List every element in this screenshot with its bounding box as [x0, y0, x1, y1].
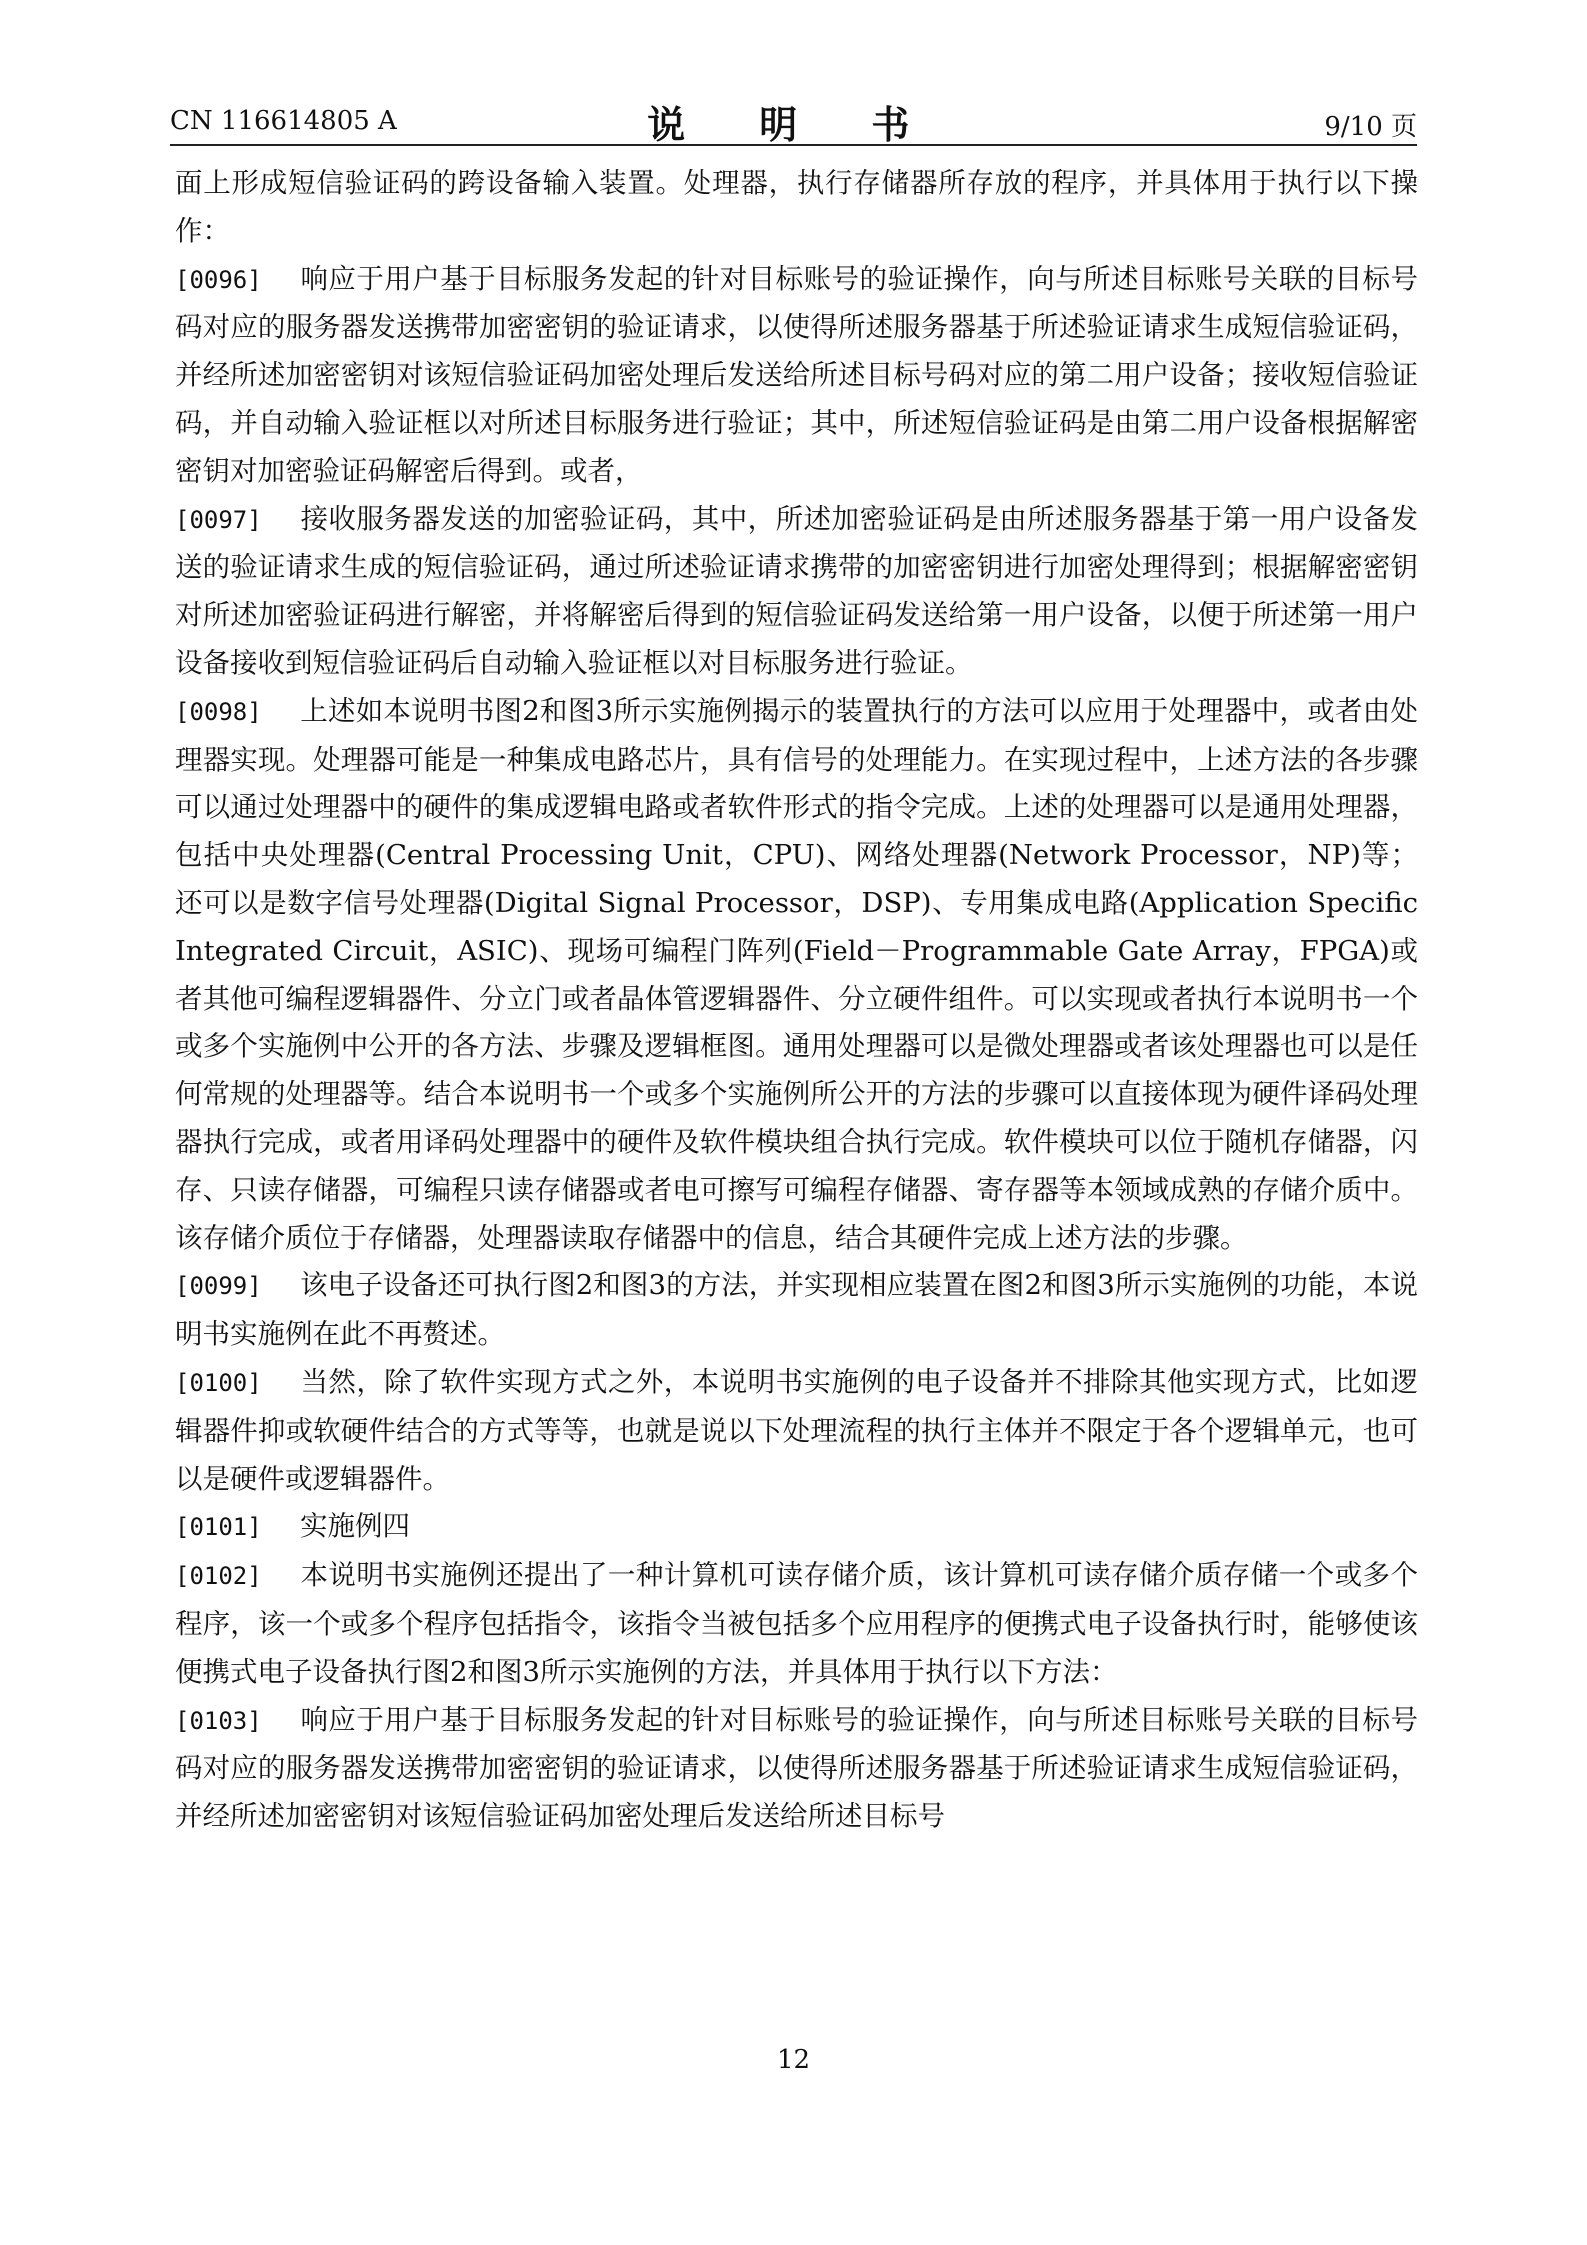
page-indicator: 9/10 页 [1324, 112, 1417, 142]
page-number: 12 [776, 2045, 811, 2075]
paragraph-text: 上述如本说明书图2和图3所示实施例揭示的装置执行的方法可以应用于处理器中，或者由处理器实现。处理器可能是一种集成电路芯片，具有信号的处理能力。在实现过程中，上述方法的各步骤可以通过处理器中的硬件的集成逻辑电路或者软件形式的指令完成。上述的处理器可以是通用处理器，包括中央处理器(Central Processing Unit，CPU)、网络处理器(Network Processor，NP)等；还可以是数字信号处理器(Digital Signal Processor，DSP)、专用集成电路(Application Specific Integrated Circuit，ASIC)、现场可编程门阵列(Field－Programmable Gate Array，FPGA)或者其他可编程逻辑器件、分立门或者晶体管逻辑器件、分立硬件组件。可以实现或者执行本说明书一个或多个实施例中公开的各方法、步骤及逻辑框图。通用处理器可以是微处理器或者该处理器也可以是任何常规的处理器等。结合本说明书一个或多个实施例所公开的方法的步骤可以直接体现为硬件译码处理器执行完成，或者用译码处理器中的硬件及软件模块组合执行完成。软件模块可以位于随机存储器，闪存、只读存储器，可编程只读存储器或者电可擦写可编程存储器、寄存器等本领域成熟的存储介质中。该存储介质位于存储器，处理器读取存储器中的信息，结合其硬件完成上述方法的步骤。 [175, 694, 1418, 1254]
paragraph [175, 1262, 1418, 1359]
paragraph-number: [0099] [175, 1272, 262, 1301]
paragraph-text: 接收服务器发送的加密验证码，其中，所述加密验证码是由所述服务器基于第一用户设备发送的验证请求生成的短信验证码，通过所述验证请求携带的加密密钥进行加密处理得到；根据解密密钥对所述加密验证码进行解密，并将解密后得到的短信验证码发送给第一用户设备，以便于所述第一用户设备接收到短信验证码后自动输入验证框以对目标服务进行验证。 [175, 502, 1418, 679]
paragraph [175, 160, 1418, 256]
paragraph [175, 1503, 1418, 1552]
section-heading: 实施例四 [300, 1510, 410, 1543]
paragraph-number: [0102] [175, 1562, 262, 1591]
paragraph-text: 本说明书实施例还提出了一种计算机可读存储介质，该计算机可读存储介质存储一个或多个程序，该一个或多个程序包括指令，该指令当被包括多个应用程序的便携式电子设备执行时，能够使该便携式电子设备执行图2和图3所示实施例的方法，并具体用于执行以下方法： [175, 1559, 1418, 1688]
paragraph-number: [0100] [175, 1368, 262, 1397]
body-text [175, 160, 1418, 1841]
paragraph-number: [0097] [175, 505, 262, 534]
page-title: 说 明 书 [647, 102, 940, 147]
paragraph-number: [0098] [175, 697, 262, 726]
paragraph-text: 当然，除了软件实现方式之外，本说明书实施例的电子设备并不排除其他实现方式，比如逻辑器件抑或软硬件结合的方式等等，也就是说以下处理流程的执行主体并不限定于各个逻辑单元，也可以是硬件或逻辑器件。 [175, 1365, 1418, 1495]
paragraph [175, 496, 1418, 688]
header-rule [170, 144, 1417, 146]
paragraph-text: 面上形成短信验证码的跨设备输入装置。处理器，执行存储器所存放的程序，并具体用于执行以下操作： [175, 167, 1418, 247]
paragraph-number: [0101] [175, 1513, 262, 1542]
paragraph-text: 该电子设备还可执行图2和图3的方法，并实现相应装置在图2和图3所示实施例的功能，本说明书实施例在此不再赘述。 [175, 1269, 1418, 1351]
paragraph-text: 响应于用户基于目标服务发起的针对目标账号的验证操作，向与所述目标账号关联的目标号码对应的服务器发送携带加密密钥的验证请求，以使得所述服务器基于所述验证请求生成短信验证码，并经所述加密密钥对该短信验证码加密处理后发送给所述目标号码对应的第二用户设备；接收短信验证码，并自动输入验证框以对所述目标服务进行验证；其中，所述短信验证码是由第二用户设备根据解密密钥对加密验证码解密后得到。或者， [175, 262, 1418, 487]
paragraph [175, 1697, 1418, 1841]
paragraph [175, 256, 1418, 496]
document-number: CN 116614805 A [170, 106, 397, 136]
paragraph-text: 响应于用户基于目标服务发起的针对目标账号的验证操作，向与所述目标账号关联的目标号码对应的服务器发送携带加密密钥的验证请求，以使得所述服务器基于所述验证请求生成短信验证码，并经所述加密密钥对该短信验证码加密处理后发送给所述目标号 [175, 1703, 1418, 1833]
paragraph-number: [0096] [175, 265, 262, 294]
paragraph [175, 688, 1418, 1263]
paragraph [175, 1552, 1418, 1696]
paragraph [175, 1359, 1418, 1503]
paragraph-number: [0103] [175, 1706, 262, 1735]
page-header [170, 98, 1417, 148]
